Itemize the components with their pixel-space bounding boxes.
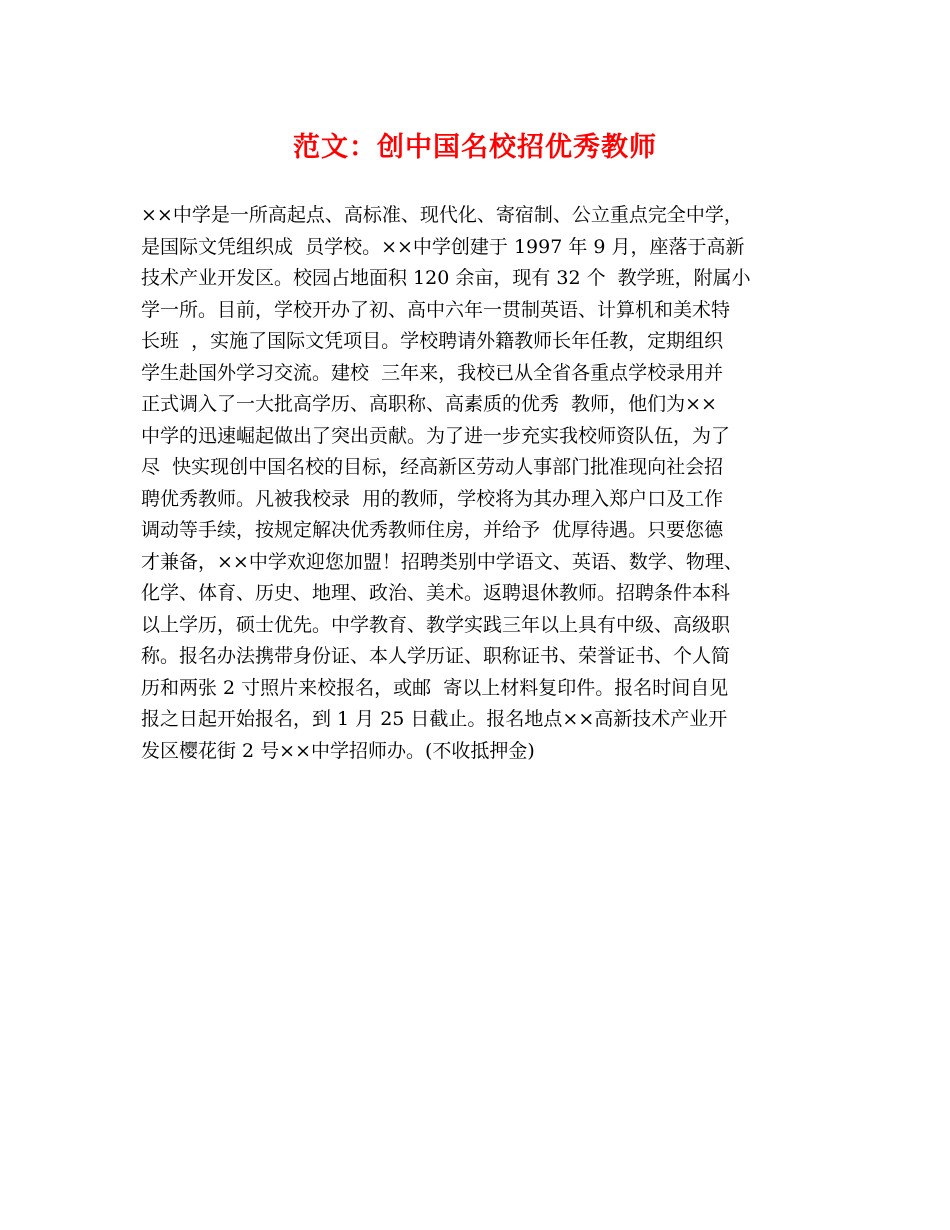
body-text-line: 发区樱花街 2 号××中学招师办。(不收抵押金): [141, 739, 535, 762]
body-text-line: 调动等手续，按规定解决优秀教师住房，并给予 优厚待遇。只要您德: [141, 519, 724, 541]
body-text-line: ××中学是一所高起点、高标准、现代化、寄宿制、公立重点完全中学，: [141, 204, 743, 226]
body-text-line: 报之日起开始报名，到 1 月 25 日截止。报名地点××高新技术产业开: [141, 708, 728, 730]
body-text-line: 正式调入了一大批高学历、高职称、高素质的优秀 教师，他们为××: [141, 393, 717, 415]
body-text-line: 长班 ，实施了国际文凭项目。学校聘请外籍教师长年任教，定期组织: [141, 330, 724, 352]
body-text-line: 历和两张 2 寸照片来校报名，或邮 寄以上材料复印件。报名时间自见: [141, 676, 729, 699]
body-text-line: 以上学历，硕士优先。中学教育、教学实践三年以上具有中级、高级职: [141, 613, 731, 636]
document-body: [141, 200, 841, 767]
document-title: 范文：创中国名校招优秀教师: [293, 132, 657, 163]
body-text-line: 聘优秀教师。凡被我校录 用的教师，学校将为其办理入郑户口及工作: [141, 487, 724, 510]
body-text-line: 是国际文凭组织成 员学校。××中学创建于 1997 年 9 月，座落于高新: [141, 235, 745, 258]
body-text-line: 学一所。目前，学校开办了初、高中六年一贯制英语、计算机和美术特: [141, 298, 731, 321]
body-text-line: 称。报名办法携带身份证、本人学历证、职称证书、荣誉证书、个人简: [141, 645, 731, 667]
body-text-line: 尽 快实现创中国名校的目标，经高新区劳动人事部门批准现向社会招: [141, 456, 724, 478]
body-text-line: 学生赴国外学习交流。建校 三年来，我校已从全省各重点学校录用并: [141, 361, 724, 384]
body-text-line: 技术产业开发区。校园占地面积 120 余亩，现有 32 个 教学班，附属小: [141, 267, 751, 289]
body-text-line: 中学的迅速崛起做出了突出贡献。为了进一步充实我校师资队伍，为了: [141, 424, 731, 447]
body-text-line: 化学、体育、历史、地理、政治、美术。返聘退休教师。招聘条件本科: [141, 582, 731, 604]
body-text-line: 才兼备，××中学欢迎您加盟！招聘类别中学语文、英语、数学、物理、: [141, 550, 743, 573]
